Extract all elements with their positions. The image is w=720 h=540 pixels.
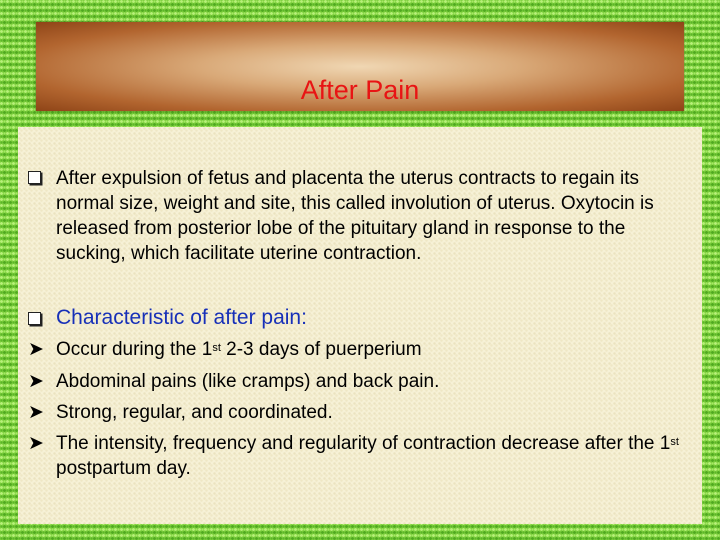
title-banner [36, 22, 684, 111]
intro-paragraph: After expulsion of fetus and placenta the uterus contracts to regain its normal size, weight and site, this called involution of uterus. Oxytocin is released from posterior lobe of the pituitary gland in response to the sucking, which facilitate uterine contraction. [56, 168, 654, 264]
arrow-bullet-icon: ➤ [28, 433, 44, 454]
list-item-text: The intensity, frequency and regularity of contraction decrease after the 1st postpartum day. [56, 433, 679, 479]
list-item-text: Occur during the 1st 2-3 days of puerperium [56, 339, 422, 360]
checkbox-icon [28, 171, 52, 189]
arrow-bullet-icon: ➤ [28, 339, 44, 360]
list-item-text: Strong, regular, and coordinated. [56, 402, 333, 423]
arrow-bullet-icon: ➤ [28, 402, 44, 423]
characteristics-heading: Characteristic of after pain: [56, 306, 307, 329]
list-item-text: Abdominal pains (like cramps) and back pain. [56, 371, 440, 392]
arrow-bullet-icon: ➤ [28, 371, 44, 392]
checkbox-icon [28, 312, 52, 330]
slide-title: After Pain [300, 75, 420, 105]
content-panel [18, 127, 702, 524]
